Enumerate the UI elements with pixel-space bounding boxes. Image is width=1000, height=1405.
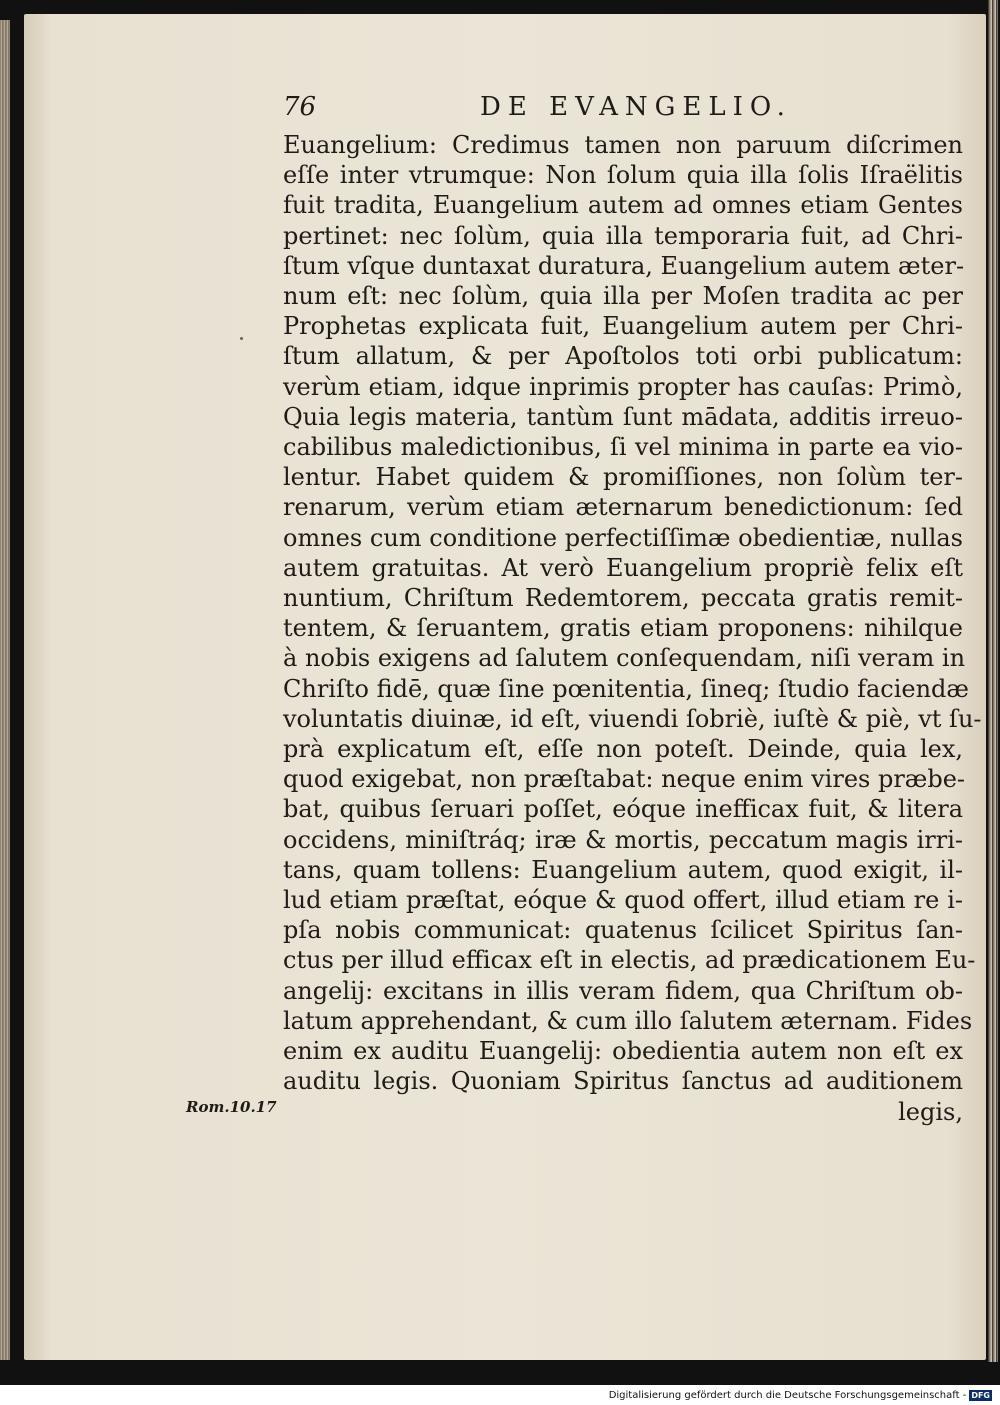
text-line: tans, quam tollens: Euangelium autem, quod exigit, il-: [283, 855, 963, 884]
text-line: Prophetas explicata fuit, Euangelium autem per Chri-: [283, 312, 963, 341]
text-line: enim ex auditu Euangelij: obedientia autem non eſt ex: [283, 1037, 963, 1066]
text-line: cabilibus maledictionibus, ſi vel minima in parte ea vio-: [283, 433, 963, 462]
text-line: quod exigebat, non præſtabat: neque enim vires præbe-: [283, 765, 966, 794]
text-line: lud etiam præſtat, eóque & quod offert, illud etiam re i-: [283, 886, 963, 915]
text-line: num eſt: nec ſolùm, quia illa per Moſen tradita ac per: [283, 282, 963, 311]
text-line: Chriſto fidē, quæ ſine pœnitentia, ſineq; ſtudio faciendæ: [283, 674, 969, 703]
text-line: à nobis exigens ad ſalutem conſequendam, niſi veram in: [283, 644, 966, 673]
text-line: occidens, miniſtráq; iræ & mortis, peccatum magis irri-: [283, 825, 963, 854]
page-header: [283, 90, 973, 130]
text-line: omnes cum conditione perfectiſſimæ obedientiæ, nullas: [283, 523, 963, 552]
text-line: voluntatis diuinæ, id eſt, viuendi ſobriè, iuſtè & piè, vt ſu-: [283, 704, 982, 733]
text-line: pertinet: nec ſolùm, quia illa temporaria fuit, ad Chri-: [283, 221, 963, 250]
footer-text: Digitalisierung gefördert durch die Deutsche Forschungsgemeinschaft -: [608, 1390, 967, 1401]
text-line: autem gratuitas. At verò Euangelium propriè felix eſt: [283, 553, 963, 582]
text-line: ctus per illud efficax eſt in electis, ad prædicationem Eu-: [283, 946, 976, 975]
text-line: ſtum allatum, & per Apoſtolos toti orbi publicatum:: [283, 342, 963, 371]
dfg-logo: DFG: [971, 1391, 990, 1400]
text-line: ſtum vſque duntaxat duratura, Euangelium autem æter-: [283, 251, 965, 280]
text-line: fuit tradita, Euangelium autem ad omnes etiam Gentes: [283, 191, 963, 220]
text-line: pſa nobis communicat: quatenus ſcilicet Spiritus ſan-: [283, 916, 963, 945]
text-line: prà explicatum eſt, eſſe non poteſt. Deinde, quia lex,: [283, 735, 963, 764]
text-line: nuntium, Chriſtum Redemtorem, peccata gratis remit-: [283, 584, 963, 613]
text-line: renarum, verùm etiam æternarum benedictionum: ſed: [283, 493, 963, 522]
text-line: bat, quibus ſeruari poſſet, eóque inefficax fuit, & litera: [283, 795, 963, 824]
text-line: eſſe inter vtrumque: Non ſolum quia illa ſolis Iſraëlitis: [283, 161, 963, 190]
page-number: 76: [283, 92, 317, 122]
marginal-note: Rom.10.17: [186, 1098, 277, 1116]
text-line: lentur. Habet quidem & promiſſiones, non ſolùm ter-: [283, 463, 963, 492]
catchword: legis,: [898, 1097, 963, 1126]
text-line: latum apprehendant, & cum illo ſalutem æternam. Fides: [283, 1006, 973, 1035]
binding-edge: [0, 20, 10, 1360]
text-line: angelij: excitans in illis veram fidem, qua Chriſtum ob-: [283, 976, 963, 1005]
text-line: Euangelium: Credimus tamen non paruum diſcrimen: [283, 131, 963, 159]
margin-mark: [240, 337, 243, 340]
text-line: tentem, & ſeruantem, gratis etiam proponens: nihilque: [283, 614, 963, 643]
page-stack-edge: [988, 0, 998, 1362]
text-line: Quia legis materia, tantùm ſunt mādata, additis irreuo-: [283, 402, 963, 431]
text-line: verùm etiam, idque inprimis propter has cauſas: Primò,: [283, 372, 963, 401]
text-line: auditu legis. Quoniam Spiritus ſanctus ad auditionem: [283, 1067, 963, 1096]
digitization-footer: [609, 1390, 992, 1401]
body-text: [283, 130, 982, 1127]
running-head: DE EVANGELIO.: [480, 92, 792, 122]
